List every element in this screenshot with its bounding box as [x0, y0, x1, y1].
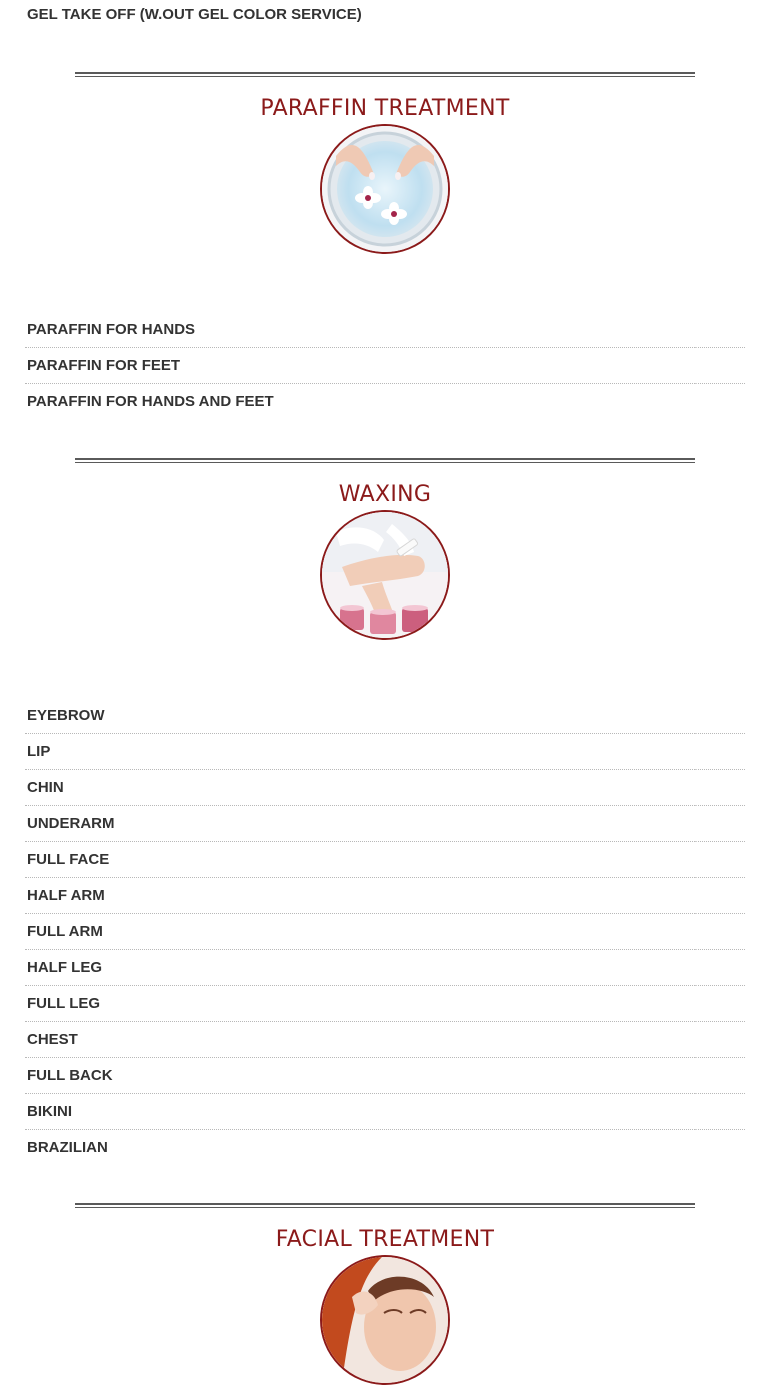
list-item — [25, 348, 745, 384]
list-item — [25, 734, 745, 770]
service-name: BRAZILIAN — [27, 1139, 108, 1156]
service-name: PARAFFIN FOR FEET — [27, 357, 181, 374]
section-divider — [75, 72, 695, 77]
list-item — [25, 878, 745, 914]
list-item — [25, 698, 745, 734]
service-name: PARAFFIN FOR HANDS — [27, 321, 196, 338]
service-name: HALF LEG — [27, 959, 102, 976]
leg-waxing-image — [320, 510, 450, 640]
service-name: FULL LEG — [27, 995, 101, 1012]
service-item-gel-take-off: GEL TAKE OFF (W.OUT GEL COLOR SERVICE) — [27, 6, 362, 23]
list-item — [25, 1058, 745, 1094]
list-item — [25, 770, 745, 806]
service-name: EYEBROW — [27, 707, 105, 724]
service-name: UNDERARM — [27, 815, 115, 832]
service-name: BIKINI — [27, 1103, 72, 1120]
service-name: PARAFFIN FOR HANDS AND FEET — [27, 393, 274, 410]
list-item — [25, 986, 745, 1022]
list-item — [25, 806, 745, 842]
paraffin-bowl-image — [320, 124, 450, 254]
service-name: FULL ARM — [27, 923, 103, 940]
paraffin-service-list — [25, 312, 745, 419]
list-item — [25, 914, 745, 950]
service-name: FULL FACE — [27, 851, 110, 868]
list-item — [25, 842, 745, 878]
list-item — [25, 950, 745, 986]
service-name: CHIN — [27, 779, 64, 796]
list-item — [25, 1094, 745, 1130]
service-name: LIP — [27, 743, 51, 760]
service-name: CHEST — [27, 1031, 78, 1048]
section-divider — [75, 458, 695, 463]
section-title-paraffin: PARAFFIN TREATMENT — [260, 96, 510, 121]
list-item — [25, 312, 745, 348]
service-name: HALF ARM — [27, 887, 105, 904]
facial-image — [320, 1255, 450, 1385]
service-name: FULL BACK — [27, 1067, 113, 1084]
list-item — [25, 1022, 745, 1058]
waxing-service-list — [25, 698, 745, 1165]
list-item — [25, 1130, 745, 1165]
list-item — [25, 384, 745, 419]
section-title-waxing: WAXING — [338, 482, 432, 507]
section-divider — [75, 1203, 695, 1208]
section-title-facial: FACIAL TREATMENT — [275, 1227, 495, 1252]
